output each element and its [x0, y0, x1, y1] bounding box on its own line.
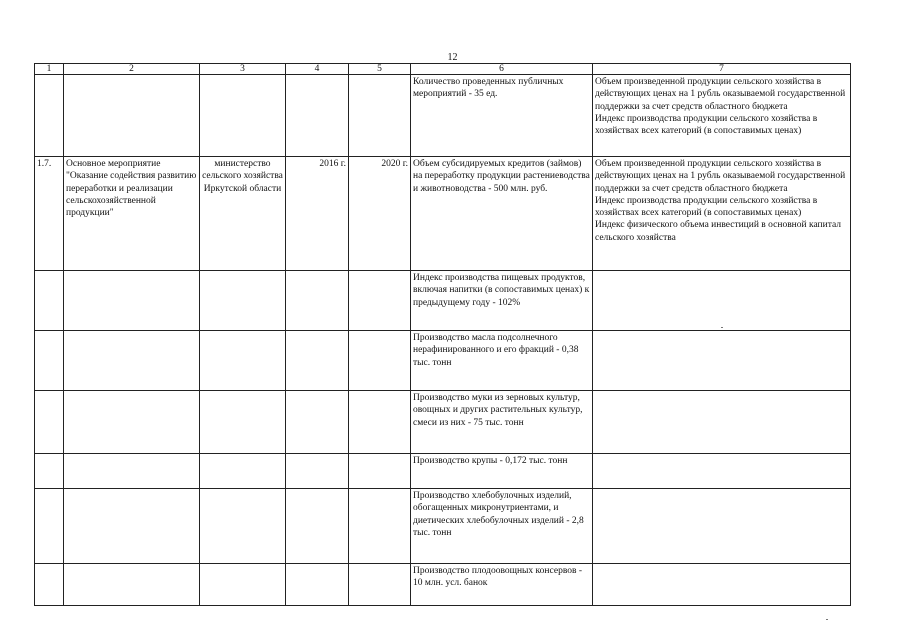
cell-expected-result: Объем субсидируемых кредитов (займов) на переработку продукции растениеводства и животноводства - 500 млн. руб.	[411, 157, 593, 271]
cell-expected-result: Производство масла подсолнечного нерафинированного и его фракций - 0,38 тыс. тонн	[411, 331, 593, 391]
cell-executor	[200, 564, 286, 606]
cell-target-indicators	[593, 391, 851, 454]
cell-start-year	[286, 331, 349, 391]
cell-event	[64, 489, 200, 564]
header-cell: 1	[35, 64, 64, 75]
cell-expected-result: Количество проведенных публичных мероприятий - 35 ед.	[411, 75, 593, 157]
activities-table	[34, 63, 851, 606]
header-cell: 5	[349, 64, 411, 75]
cell-expected-result: Производство муки из зерновых культур, овощных и других растительных культур, смеси из них - 75 тыс. тонн	[411, 391, 593, 454]
cell-event	[64, 271, 200, 331]
cell-end-year	[349, 454, 411, 489]
cell-start-year	[286, 271, 349, 331]
cell-end-year	[349, 75, 411, 157]
cell-target-indicators	[593, 331, 851, 391]
cell-event	[64, 331, 200, 391]
cell-number	[35, 489, 64, 564]
table-row	[35, 271, 851, 331]
cell-end-year	[349, 391, 411, 454]
cell-event	[64, 391, 200, 454]
cell-target-indicators	[593, 454, 851, 489]
cell-start-year	[286, 489, 349, 564]
cell-end-year: 2020 г.	[349, 157, 411, 271]
cell-expected-result: Производство хлебобулочных изделий, обогащенных микронутриентами, и диетических хлебобулочных изделий - 2,8 тыс. тонн	[411, 489, 593, 564]
cell-target-indicators	[593, 271, 851, 331]
table-row	[35, 391, 851, 454]
cell-executor	[200, 391, 286, 454]
cell-target-indicators	[593, 489, 851, 564]
cell-event	[64, 75, 200, 157]
cell-number: 1.7.	[35, 157, 64, 271]
header-cell: 7	[593, 64, 851, 75]
table-row	[35, 564, 851, 606]
cell-event	[64, 454, 200, 489]
scan-speck	[721, 327, 723, 328]
cell-end-year	[349, 489, 411, 564]
cell-number	[35, 331, 64, 391]
cell-executor	[200, 271, 286, 331]
cell-number	[35, 271, 64, 331]
cell-start-year	[286, 75, 349, 157]
table-row	[35, 157, 851, 271]
cell-target-indicators: Объем произведенной продукции сельского хозяйства в действующих ценах на 1 рубль оказываемой государственной поддержки за счет средств областного бюджета Индекс производства продукции сельского хозяйства в хозяйствах всех категорий (в сопоставимых ценах) Индекс физического объема инвестиций в основной капитал сельского хозяйства	[593, 157, 851, 271]
header-cell: 6	[411, 64, 593, 75]
cell-event: Основное мероприятие "Оказание содействия развитию переработки и реализации сельскохозяйственной продукции"	[64, 157, 200, 271]
table-row	[35, 75, 851, 157]
cell-end-year	[349, 331, 411, 391]
cell-executor	[200, 331, 286, 391]
cell-start-year	[286, 391, 349, 454]
page-number: 12	[447, 52, 458, 63]
cell-target-indicators: Объем произведенной продукции сельского хозяйства в действующих ценах на 1 рубль оказываемой государственной поддержки за счет средств областного бюджета Индекс производства продукции сельского хозяйства в хозяйствах всех категорий (в сопоставимых ценах)	[593, 75, 851, 157]
table-row	[35, 454, 851, 489]
cell-executor	[200, 75, 286, 157]
cell-number	[35, 391, 64, 454]
cell-end-year	[349, 271, 411, 331]
cell-number	[35, 454, 64, 489]
cell-expected-result: Индекс производства пищевых продуктов, включая напитки (в сопоставимых ценах) к предыдущему году - 102%	[411, 271, 593, 331]
table-row	[35, 331, 851, 391]
cell-start-year	[286, 564, 349, 606]
cell-executor	[200, 489, 286, 564]
cell-expected-result: Производство крупы - 0,172 тыс. тонн	[411, 454, 593, 489]
cell-target-indicators	[593, 564, 851, 606]
scan-speck	[826, 619, 828, 620]
cell-number	[35, 564, 64, 606]
header-row	[35, 64, 851, 75]
cell-event	[64, 564, 200, 606]
header-cell: 4	[286, 64, 349, 75]
cell-executor	[200, 454, 286, 489]
header-cell: 2	[64, 64, 200, 75]
cell-start-year: 2016 г.	[286, 157, 349, 271]
cell-number	[35, 75, 64, 157]
header-cell: 3	[200, 64, 286, 75]
cell-start-year	[286, 454, 349, 489]
table-row	[35, 489, 851, 564]
cell-end-year	[349, 564, 411, 606]
cell-expected-result: Производство плодоовощных консервов - 10 млн. усл. банок	[411, 564, 593, 606]
cell-executor: министерство сельского хозяйства Иркутской области	[200, 157, 286, 271]
